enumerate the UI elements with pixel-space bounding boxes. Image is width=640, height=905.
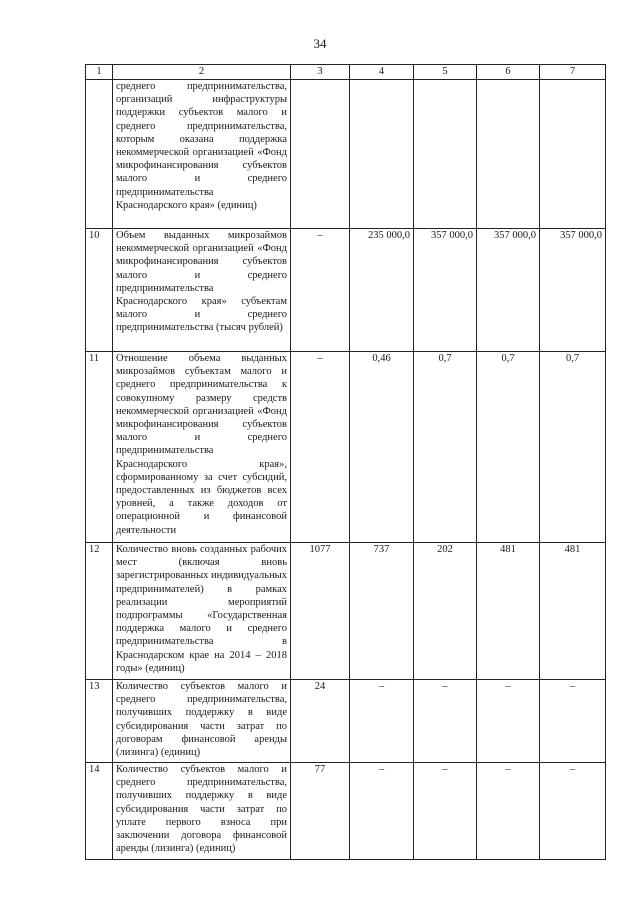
table-row: [86, 229, 606, 352]
cell-col4: 235 000,0: [350, 229, 414, 352]
row-description: Количество субъектов малого и среднего предпринимательства, получивших поддержку в виде субсидирования части затрат по уплате первого взноса при заключении договора финансовой аренды (лизинга) (единиц): [113, 763, 291, 860]
cell-col3: 1077: [291, 543, 350, 680]
cell-col4: –: [350, 763, 414, 860]
cell-col7: 0,7: [540, 352, 606, 543]
cell-col3: 77: [291, 763, 350, 860]
cell-col6: [477, 80, 540, 229]
row-number: 14: [86, 763, 113, 860]
column-header: 1: [86, 65, 113, 80]
cell-col6: 357 000,0: [477, 229, 540, 352]
cell-col3: [291, 80, 350, 229]
cell-col7: –: [540, 763, 606, 860]
table-row: [86, 680, 606, 763]
table-row: [86, 352, 606, 543]
cell-col7: 357 000,0: [540, 229, 606, 352]
cell-col5: 202: [414, 543, 477, 680]
cell-col6: 481: [477, 543, 540, 680]
cell-col7: –: [540, 680, 606, 763]
cell-col6: 0,7: [477, 352, 540, 543]
row-number: [86, 80, 113, 229]
column-header: 4: [350, 65, 414, 80]
cell-col3: 24: [291, 680, 350, 763]
column-header: 5: [414, 65, 477, 80]
cell-col7: [540, 80, 606, 229]
cell-col6: –: [477, 763, 540, 860]
row-description: Отношение объема выданных микрозаймов субъектам малого и среднего предпринимательства к совокупному размеру средств некоммерческой организацией «Фонд микрофинансирования субъектов малого и среднего предпринимательства Краснодарского края», сформированному за счет субсидий, предоставленных из бюджетов всех уровней, а также доходов от операционной и финансовой деятельности: [113, 352, 291, 543]
cell-col4: 0,46: [350, 352, 414, 543]
cell-col5: 0,7: [414, 352, 477, 543]
row-description: Объем выданных микрозаймов некоммерческой организацией «Фонд микрофинансирования субъектов малого и среднего предпринимательства Краснодарского края» субъектам малого и среднего предпринимательства (тысяч рублей): [113, 229, 291, 352]
table-header-row: [86, 65, 606, 80]
cell-col5: –: [414, 680, 477, 763]
row-number: 10: [86, 229, 113, 352]
cell-col5: 357 000,0: [414, 229, 477, 352]
cell-col6: –: [477, 680, 540, 763]
column-header: 6: [477, 65, 540, 80]
table-row: [86, 543, 606, 680]
cell-col5: –: [414, 763, 477, 860]
cell-col4: [350, 80, 414, 229]
column-header: 2: [113, 65, 291, 80]
indicators-table: [85, 64, 606, 860]
cell-col5: [414, 80, 477, 229]
cell-col4: –: [350, 680, 414, 763]
page-number: 34: [313, 36, 327, 51]
column-header: 7: [540, 65, 606, 80]
row-number: 13: [86, 680, 113, 763]
row-number: 11: [86, 352, 113, 543]
row-number: 12: [86, 543, 113, 680]
row-description: Количество субъектов малого и среднего предпринимательства, получивших поддержку в виде субсидирования части затрат по договорам финансовой аренды (лизинга) (единиц): [113, 680, 291, 763]
table-row: [86, 763, 606, 860]
cell-col4: 737: [350, 543, 414, 680]
cell-col3: –: [291, 352, 350, 543]
cell-col7: 481: [540, 543, 606, 680]
cell-col3: –: [291, 229, 350, 352]
table-row: [86, 80, 606, 229]
row-description: Количество вновь созданных рабочих мест (включая вновь зарегистрированных индивидуальных предпринимателей) в рамках реализации мероприятий подпрограммы «Государственная поддержка малого и среднего предпринимательства в Краснодарском крае на 2014 – 2018 годы» (единиц): [113, 543, 291, 680]
row-description: среднего предпринимательства, организаций инфраструктуры поддержки субъектов малого и среднего предпринимательства, которым оказана поддержка некоммерческой организацией «Фонд микрофинансирования субъектов малого и среднего предпринимательства Краснодарского края» (единиц): [113, 80, 291, 229]
column-header: 3: [291, 65, 350, 80]
